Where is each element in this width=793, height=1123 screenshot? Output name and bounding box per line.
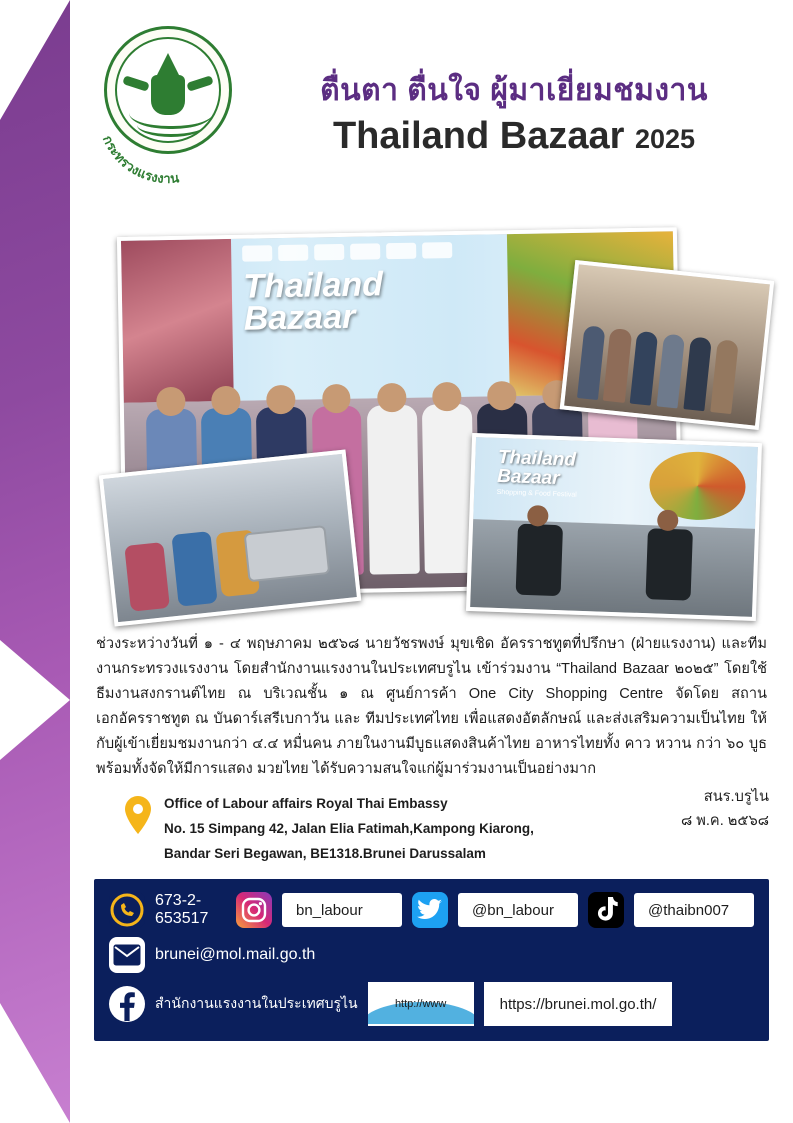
photo-visitors-crowd (560, 260, 775, 430)
muay-banner-title (497, 448, 576, 489)
phone-number: 673-2-653517 (155, 892, 209, 928)
instagram-icon[interactable] (236, 892, 272, 928)
emblem-arc-label: กระทรวงแรงงาน (99, 133, 180, 187)
facebook-icon[interactable] (109, 986, 145, 1022)
banner-event-name (242, 264, 384, 338)
page-title-english (259, 116, 769, 158)
band-notch-bottom (0, 1003, 70, 1123)
contact-row-email (109, 937, 754, 973)
signature-date: ๘ พ.ค. ๒๕๖๘ (680, 813, 769, 830)
ministry-of-labour-emblem (94, 18, 249, 203)
title-block (259, 18, 769, 157)
location-pin-icon (124, 796, 154, 839)
muay-banner-line-1: Thailand (497, 447, 577, 471)
muay-banner-line-2: Bazaar (496, 466, 560, 490)
band-notch-middle (0, 640, 70, 760)
contact-row-phone-social (109, 892, 754, 928)
page-content (70, 0, 793, 1123)
website-www-icon (368, 982, 474, 1026)
email-icon[interactable] (109, 937, 145, 973)
address-block (94, 792, 769, 867)
twitter-icon[interactable] (412, 892, 448, 928)
website-url[interactable]: https://brunei.mol.go.th/ (484, 982, 673, 1026)
phone-icon[interactable] (109, 892, 145, 928)
facebook-page-name: สำนักงานแรงงานในประเทศบรูไน (155, 995, 358, 1012)
muay-banner-subtitle: Shopping & Food Festival (496, 488, 577, 499)
contact-bar (94, 879, 769, 1041)
address-line-1: Office of Labour affairs Royal Thai Embassy (164, 796, 448, 812)
banner-line-1: Thailand (242, 264, 384, 306)
address-lines (164, 792, 534, 867)
title-year: 2025 (634, 123, 696, 154)
article-paragraph: ช่วงระหว่างวันที่ ๑ - ๔ พฤษภาคม ๒๕๖๘ นายวัชรพงษ์ มุขเชิด อัครราชทูตที่ปรึกษา (ฝ่ายแรงงาน) และทีมงานกระทรวงแรงงาน โดยสำนักงานแรงงานในประเทศบรูไน เข้าร่วมงาน “Thailand Bazaar ๒๐๒๕” โดยใช้ธีมงานสงกรานต์ไทย ณ บริเวณชั้น ๑ ณ ศูนย์การค้า One City Shopping Centre จัดโดย สถานเอกอัครราชทูต ณ บันดาร์เสรีเบกาวัน และ ทีมประเทศไทย เพื่อแสดงอัตลักษณ์ และส่งเสริมความเป็นไทย ให้กับผู้เข้าเยี่ยมชมงานกว่า ๔.๔ หมื่นคน ภายในงานมีบูธแสดงสินค้าไทย อาหารไทยทั้ง คาว หวาน กว่า ๖๐ บูธ พร้อมทั้งจัดให้มีการแสดง มวยไทย ได้รับความสนใจแก่ผู้มาร่วมงานเป็นอย่างมาก (96, 636, 767, 778)
signature-office: สนร.บรูไน (703, 788, 769, 805)
emblem-arc-text (94, 18, 249, 203)
email-address: brunei@mol.mail.go.th (155, 946, 316, 964)
svg-text:กระทรวงแรงงาน (100, 133, 180, 186)
band-notch-top (0, 0, 70, 120)
address-line-2: No. 15 Simpang 42, Jalan Elia Fatimah,Kampong Kiarong, (164, 821, 534, 837)
photo-collage (94, 222, 769, 622)
tiktok-icon[interactable] (588, 892, 624, 928)
document-header (94, 18, 769, 218)
banner-line-2: Bazaar (243, 297, 356, 338)
photo-muay-thai-performance (466, 433, 762, 621)
photo-food-stall (99, 449, 362, 626)
address-line-3: Bandar Seri Begawan, BE1318.Brunei Darussalam (164, 846, 486, 862)
page-title-thai: ตื่นตา ตื่นใจ ผู้มาเยี่ยมชมงาน (320, 74, 708, 107)
contact-row-facebook-website (109, 982, 754, 1026)
title-english-text: Thailand Bazaar (332, 114, 625, 157)
instagram-handle[interactable]: bn_labour (282, 893, 402, 927)
www-label: http://www (394, 998, 447, 1011)
tiktok-handle[interactable]: @thaibn007 (634, 893, 754, 927)
left-decorative-band (0, 0, 70, 1123)
twitter-handle[interactable]: @bn_labour (458, 893, 578, 927)
